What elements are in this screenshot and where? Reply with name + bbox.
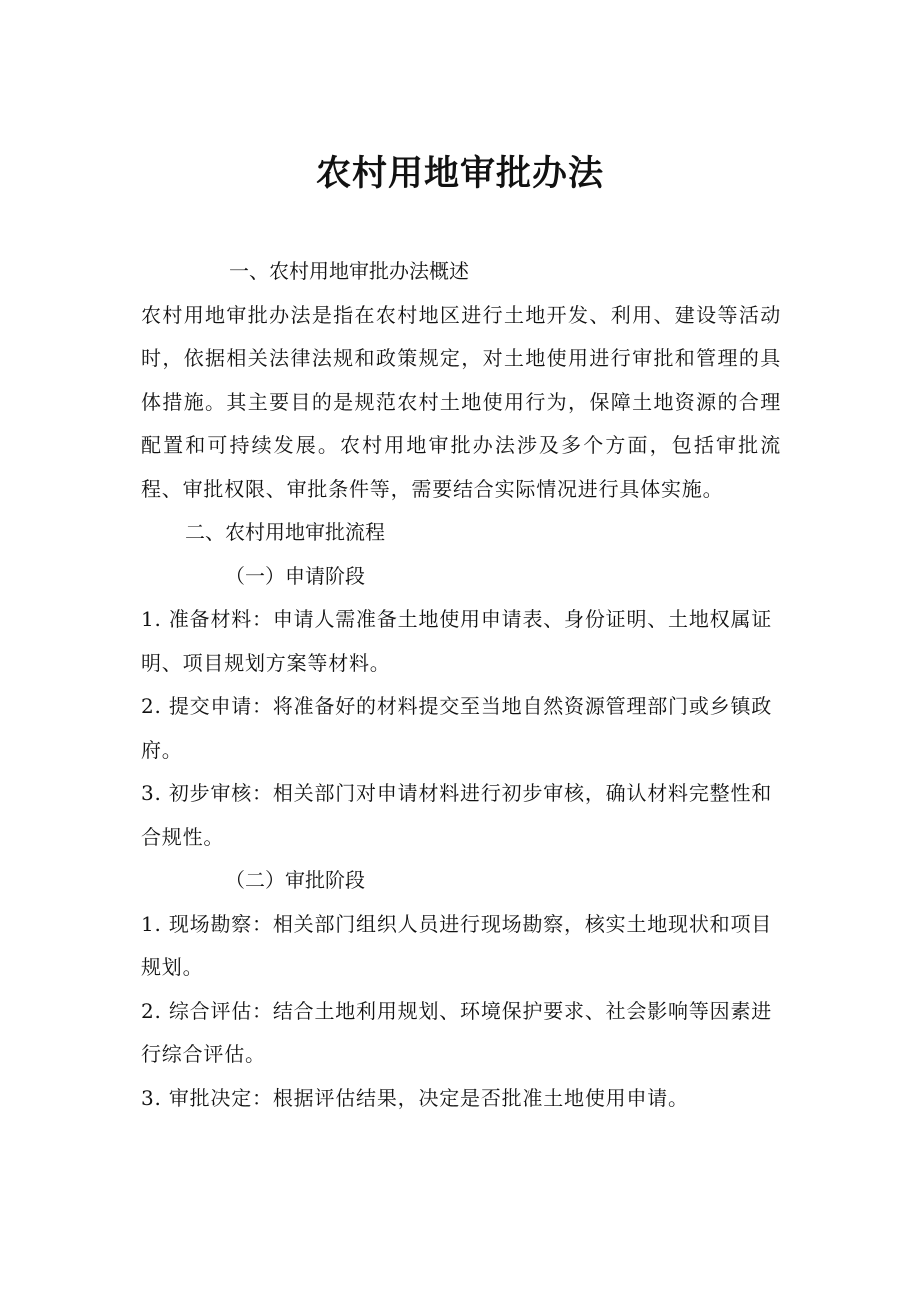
- stage-heading-approval: （二）审批阶段: [225, 868, 365, 892]
- stage-heading-application: （一）申请阶段: [225, 563, 365, 588]
- list-item: 2. 提交申请：将准备好的材料提交至当地自然资源管理部门或乡镇政府。: [141, 694, 773, 762]
- document-title: 农村用地审批办法: [315, 154, 604, 194]
- section-heading-process: 二、农村用地审批流程: [185, 520, 385, 544]
- list-item: 2. 综合评估：结合土地利用规划、环境保护要求、社会影响等因素进行综合评估。: [141, 998, 773, 1066]
- overview-paragraph: 农村用地审批办法是指在农村地区进行土地开发、利用、建设等活动时，依据相关法律法规和政策规定，对土地使用进行审批和管理的具体措施。其主要目的是规范农村土地使用行为，保障土地资源的合理配置和可持续发展。农村用地审批办法涉及多个方面，包括审批流程、审批权限、审批条件等，需要结合实际情况进行具体实施。: [141, 302, 781, 501]
- list-item: 3. 初步审核：相关部门对申请材料进行初步审核，确认材料完整性和合规性。: [141, 781, 773, 849]
- section-heading-overview: 一、农村用地审批办法概述: [229, 259, 469, 283]
- list-item: 1. 现场勘察：相关部门组织人员进行现场勘察，核实土地现状和项目规划。: [141, 911, 773, 979]
- list-item: 1. 准备材料：申请人需准备土地使用申请表、身份证明、土地权属证明、项目规划方案等材料。: [141, 607, 773, 675]
- list-item: 3. 审批决定：根据评估结果，决定是否批准土地使用申请。: [141, 1085, 689, 1110]
- document-body: [141, 250, 781, 1120]
